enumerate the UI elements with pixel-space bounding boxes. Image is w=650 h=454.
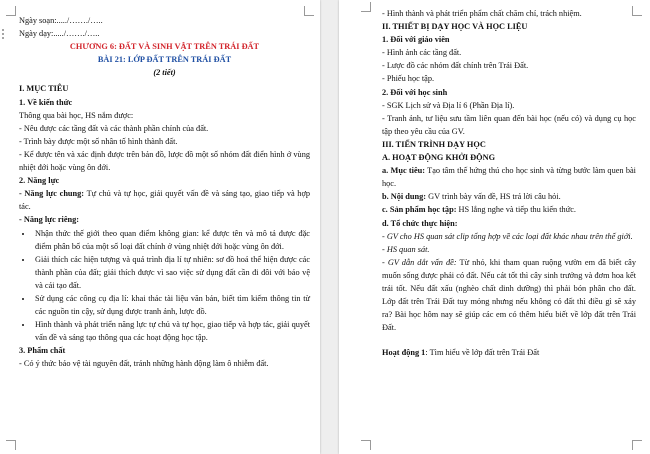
student-item: - SGK Lịch sử và Địa lí 6 (Phần Địa lí).: [382, 100, 515, 110]
general-ability: [19, 187, 310, 213]
list-item: • Nhận thức thế giới theo quan điểm không gian: kể được tên và mô tả được đặc điểm phân bố của một số loại đất chính ở vùng nhiệt đới hoặc vùng ôn đới.: [33, 227, 310, 253]
goal-label: a. Mục tiêu:: [382, 166, 426, 176]
margin-corner-mark: [632, 440, 642, 450]
teacher-item: - Phiếu học tập.: [382, 74, 435, 84]
student-item: - Tranh ảnh, tư liệu sưu tầm liên quan đến bài học (nếu có) và dụng cụ học tập theo yêu cầu của GV.: [382, 113, 636, 136]
right-page-content: [382, 7, 636, 359]
quality-item: - Có ý thức bảo vệ tài nguyên đất, tránh những hành động làm ô nhiễm đất.: [19, 359, 269, 369]
margin-corner-mark: [361, 440, 371, 450]
lesson-duration: (2 tiết): [153, 68, 176, 78]
gv-lead-label: - GV dẫn dắt vấn đề:: [382, 257, 457, 267]
chapter-title: CHƯƠNG 6: ĐẤT VÀ SINH VẬT TRÊN TRÁI ĐẤT: [69, 42, 260, 52]
knowledge-heading: 1. Về kiến thức: [19, 97, 73, 107]
list-item: • Hình thành và phát triển năng lực tự chủ và tự học, giao tiếp và hợp tác, giải quyết vấn đề và sáng tạo thông qua các hoạt động học tập.: [33, 318, 310, 344]
specific-ability-label: - Năng lực riêng:: [19, 215, 80, 225]
teacher-item: - Lược đồ các nhóm đất chính trên Trái Đất.: [382, 61, 529, 71]
knowledge-intro: Thông qua bài học, HS nắm được:: [19, 110, 134, 120]
gv-lead-text: Từ nhỏ, khi tham quan ruộng vườn em đã biết cây muốn sống được phải có đất. Nếu cát tốt thì cây sinh trưởng và đơm hoa kết trái tốt. Nếu đất xấu (nghèo chất dinh dưỡng) thì phải bón phân cho đất. Lớp đất trên Trái Đất tuy mỏng nhưng nếu không có đất thì điều gì sẽ xảy ra? Bài học hôm nay sẽ giúp các em có thêm hiểu biết về lớp đất trên Trái Đất.: [382, 257, 637, 333]
gv-lead-paragraph: [382, 256, 636, 335]
section-heading-objectives: I. MỤC TIÊU: [19, 84, 69, 94]
knowledge-item: - Trình bày được một số nhân tố hình thành đất.: [19, 136, 178, 146]
specific-ability-list: [19, 227, 310, 345]
product-text: HS lắng nghe và tiếp thu kiến thức.: [456, 205, 576, 215]
knowledge-item: - Nêu được các tầng đất và các thành phần chính của đất.: [19, 123, 209, 133]
activity1-label: Hoạt động 1: [382, 348, 426, 358]
activity-a-heading: A. HOẠT ĐỘNG KHỞI ĐỘNG: [382, 153, 496, 163]
organize-label: d. Tổ chức thực hiện:: [382, 218, 458, 228]
margin-corner-mark: [6, 440, 16, 450]
list-item: • Sử dụng các công cụ địa lí: khai thác tài liệu văn bản, biết tìm kiếm thông tin từ các nguồn tin cậy, sử dụng được tranh ảnh, lược đồ.: [33, 292, 310, 318]
quality-heading: 3. Phẩm chất: [19, 346, 66, 356]
content-text: GV trình bày vấn đề, HS trả lời câu hỏi.: [426, 192, 561, 202]
drag-handle-icon[interactable]: [2, 27, 7, 41]
goal-text: Tạo tâm thế hứng thú cho học sinh và từng bước làm quen bài học.: [382, 166, 636, 189]
product-paragraph: [382, 203, 636, 216]
section-heading-equipment: II. THIẾT BỊ DẠY HỌC VÀ HỌC LIỆU: [382, 22, 528, 32]
document-page-right: [339, 0, 650, 454]
date-taught: Ngày dạy:...../……./…..: [19, 29, 100, 39]
date-prepared: Ngày soạn:...../……./…..: [19, 16, 103, 25]
margin-corner-mark: [6, 6, 16, 16]
knowledge-item: - Kể được tên và xác định được trên bản đồ, lược đồ một số nhóm đất điển hình ở vùng nhiệt đới hoặc vùng ôn đới.: [19, 149, 310, 173]
quality-item-continued: - Hình thành và phát triển phẩm chất chăm chỉ, trách nhiệm.: [382, 9, 582, 18]
section-heading-process: III. TIẾN TRÌNH DẠY HỌC: [382, 139, 486, 149]
student-heading: 2. Đối với học sinh: [382, 87, 448, 97]
ability-heading: 2. Năng lực: [19, 176, 60, 186]
organize-item: - GV cho HS quan sát clip tổng hợp về các loại đất khác nhau trên thế giới.: [382, 231, 633, 241]
activity1-text: : Tìm hiểu về lớp đất trên Trái Đất: [425, 348, 540, 358]
general-ability-text: Tự chủ và tự học, giải quyết vấn đề và sáng tạo, giao tiếp và hợp tác.: [19, 189, 310, 212]
activity1-paragraph: [382, 346, 636, 359]
teacher-heading: 1. Đối với giáo viên: [382, 35, 450, 45]
lesson-title: BÀI 21: LỚP ĐẤT TRÊN TRÁI ĐẤT: [97, 55, 232, 65]
product-label: c. Sản phẩm học tập:: [382, 205, 457, 215]
content-paragraph: [382, 190, 636, 203]
general-ability-label: - Năng lực chung:: [19, 189, 85, 199]
goal-paragraph: [382, 164, 636, 190]
content-label: b. Nội dung:: [382, 192, 427, 202]
left-page-content: [19, 14, 310, 371]
document-page-left: [0, 0, 320, 454]
list-item: • Giải thích các hiện tượng và quá trình địa lí tự nhiên: sơ đồ hoá thể hiện được các thành phần của đất; giải thích được vì sao việc sử dụng đất cần đi đôi với bảo vệ và cải tạo đất.: [33, 253, 310, 292]
organize-item: - HS quan sát.: [382, 244, 430, 254]
margin-corner-mark: [361, 2, 371, 12]
teacher-item: - Hình ảnh các tầng đất.: [382, 48, 462, 58]
